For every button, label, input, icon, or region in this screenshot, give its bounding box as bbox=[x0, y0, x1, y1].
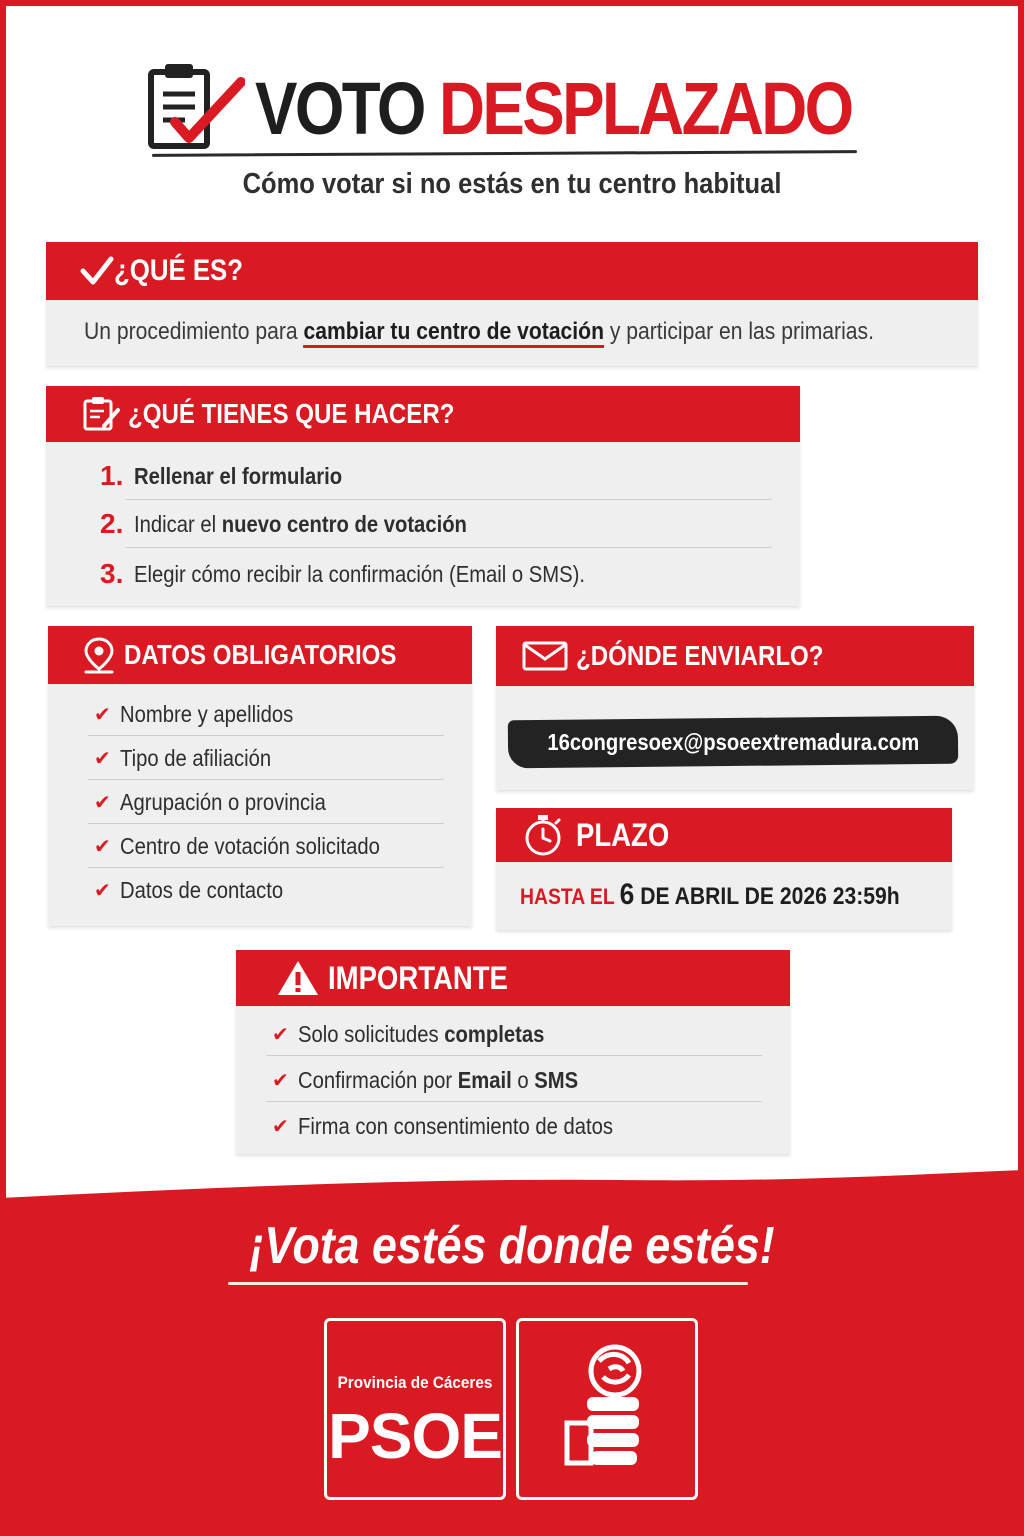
envelope-icon bbox=[522, 641, 568, 671]
list-item-text: Nombre y apellidos bbox=[120, 700, 294, 727]
psoe-logo-symbol bbox=[516, 1318, 698, 1500]
check-icon: ✔ bbox=[94, 879, 111, 902]
list-item bbox=[236, 1104, 790, 1148]
step-item bbox=[46, 550, 800, 598]
que-es-description bbox=[84, 318, 982, 346]
datos-heading-text: DATOS OBLIGATORIOS bbox=[124, 639, 397, 670]
check-icon: ✔ bbox=[94, 835, 111, 858]
plazo-card bbox=[496, 808, 952, 930]
donde-card bbox=[496, 626, 974, 790]
check-icon: ✔ bbox=[94, 703, 111, 726]
title-desplazado: DESPLAZADO bbox=[438, 67, 852, 150]
que-es-text-after: y participar en las primarias. bbox=[603, 318, 874, 345]
row-divider bbox=[266, 1055, 762, 1056]
step-item bbox=[46, 452, 800, 500]
fist-rose-icon bbox=[519, 1321, 695, 1497]
row-divider bbox=[126, 547, 772, 548]
check-icon: ✔ bbox=[272, 1115, 289, 1138]
check-icon: ✔ bbox=[94, 791, 111, 814]
list-item bbox=[48, 692, 472, 736]
step-item bbox=[46, 500, 800, 548]
que-es-card bbox=[46, 242, 978, 366]
title-underline bbox=[152, 150, 857, 157]
list-item-bold: completas bbox=[444, 1020, 545, 1047]
plazo-day: 6 bbox=[619, 878, 635, 911]
clipboard-edit-icon bbox=[82, 396, 122, 432]
step-number: 2. bbox=[100, 508, 124, 539]
list-item-text: Tipo de afiliación bbox=[120, 744, 272, 771]
psoe-logo-text bbox=[324, 1318, 506, 1500]
step-text: Indicar el bbox=[134, 510, 222, 537]
donde-heading bbox=[496, 626, 974, 686]
que-hacer-card bbox=[46, 386, 800, 606]
que-hacer-heading bbox=[46, 386, 800, 442]
step-text-bold: Rellenar el formulario bbox=[134, 462, 343, 489]
que-es-heading bbox=[46, 242, 978, 300]
list-item bbox=[48, 780, 472, 824]
plazo-deadline bbox=[520, 878, 951, 912]
list-item bbox=[48, 736, 472, 780]
list-item-text: Agrupación o provincia bbox=[120, 788, 326, 815]
email-link[interactable] bbox=[508, 722, 958, 762]
list-item-text: Centro de votación solicitado bbox=[120, 832, 380, 859]
list-item bbox=[236, 1012, 790, 1056]
check-icon: ✔ bbox=[272, 1023, 289, 1046]
list-item-text: o bbox=[511, 1066, 535, 1093]
logo-name: PSOE bbox=[328, 1400, 502, 1472]
page-subtitle: Cómo votar si no estás en tu centro habitual bbox=[242, 168, 782, 200]
list-item bbox=[48, 824, 472, 868]
page-header bbox=[0, 60, 1024, 210]
que-es-heading-text: ¿QUÉ ES? bbox=[114, 254, 244, 287]
step-text-bold: nuevo centro de votación bbox=[221, 510, 467, 537]
list-item bbox=[48, 868, 472, 912]
checkmark-icon bbox=[80, 256, 114, 286]
title-voto: VOTO bbox=[255, 67, 424, 150]
plazo-heading bbox=[496, 808, 952, 862]
list-item-text: Solo solicitudes bbox=[298, 1020, 445, 1047]
datos-heading bbox=[48, 626, 472, 684]
footer-slogan: ¡Vota estés donde estés! bbox=[249, 1217, 775, 1275]
check-icon: ✔ bbox=[94, 747, 111, 770]
clipboard-check-icon bbox=[145, 60, 245, 150]
footer-banner bbox=[0, 1170, 1024, 1536]
plazo-prefix: HASTA EL bbox=[520, 884, 620, 909]
list-item-bold: SMS bbox=[534, 1066, 579, 1093]
datos-card bbox=[48, 626, 472, 926]
list-item-text: Firma con consentimiento de datos bbox=[298, 1112, 614, 1139]
plazo-date-rest: DE ABRIL DE 2026 23:59h bbox=[634, 883, 900, 910]
importante-heading bbox=[236, 950, 790, 1006]
importante-heading-text: IMPORTANTE bbox=[328, 959, 508, 996]
title-row bbox=[145, 60, 865, 150]
page-title bbox=[255, 66, 852, 151]
logo-province: Provincia de Cáceres bbox=[337, 1373, 493, 1392]
stopwatch-icon bbox=[522, 813, 564, 857]
step-text: Elegir cómo recibir la confirmación (Email o SMS). bbox=[134, 560, 586, 587]
donde-heading-text: ¿DÓNDE ENVIARLO? bbox=[576, 640, 824, 671]
que-hacer-heading-text: ¿QUÉ TIENES QUE HACER? bbox=[128, 398, 455, 429]
slogan-underline bbox=[228, 1282, 748, 1285]
plazo-heading-text: PLAZO bbox=[576, 816, 670, 853]
check-icon: ✔ bbox=[272, 1069, 289, 1092]
step-number: 3. bbox=[100, 558, 124, 589]
list-item-text: Confirmación por bbox=[298, 1066, 458, 1093]
row-divider bbox=[266, 1101, 762, 1102]
warning-icon bbox=[276, 959, 320, 997]
que-es-text-highlight: cambiar tu centro de votación bbox=[304, 318, 604, 348]
email-text[interactable]: 16congresoex@psoeextremadura.com bbox=[547, 729, 919, 755]
step-number: 1. bbox=[100, 460, 124, 491]
que-es-text-before: Un procedimiento para bbox=[84, 318, 304, 345]
importante-card bbox=[236, 950, 790, 1154]
list-item bbox=[236, 1058, 790, 1102]
location-pin-icon bbox=[82, 636, 116, 674]
list-item-bold: Email bbox=[457, 1066, 512, 1093]
list-item-text: Datos de contacto bbox=[120, 876, 284, 903]
